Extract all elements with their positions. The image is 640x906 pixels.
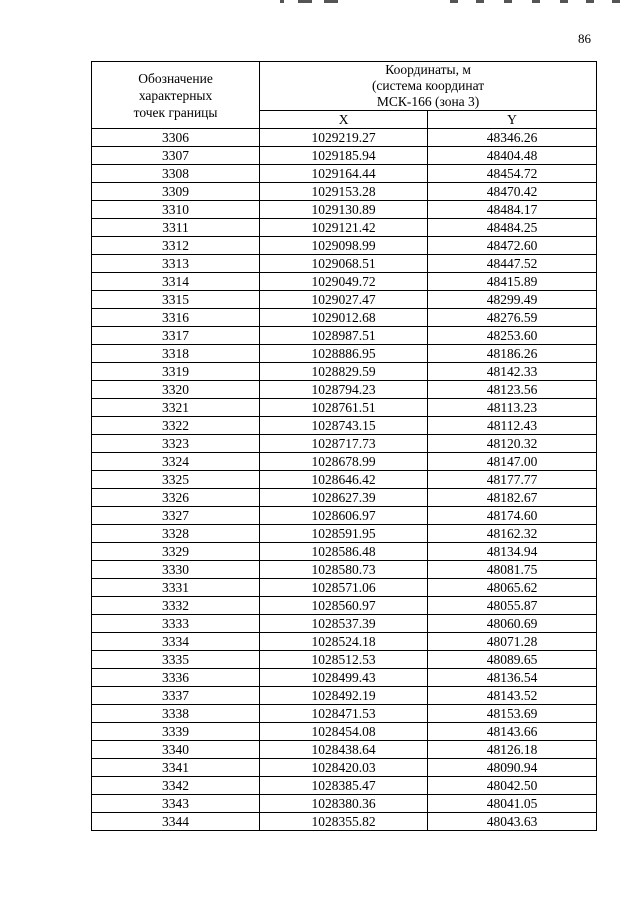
table-body [92, 129, 597, 831]
header-coordinates [260, 62, 597, 111]
point-id-cell: 3326 [92, 489, 260, 507]
point-id-cell: 3312 [92, 237, 260, 255]
y-coordinate-cell: 48055.87 [428, 597, 597, 615]
table-row [92, 759, 597, 777]
point-id-cell: 3342 [92, 777, 260, 795]
point-id-cell: 3325 [92, 471, 260, 489]
point-id-cell: 3322 [92, 417, 260, 435]
point-id-cell: 3320 [92, 381, 260, 399]
x-coordinate-cell: 1028571.06 [260, 579, 428, 597]
x-coordinate-cell: 1029121.42 [260, 219, 428, 237]
header-coordinates-line: (система координат [371, 78, 485, 93]
point-id-cell: 3321 [92, 399, 260, 417]
x-coordinate-cell: 1028761.51 [260, 399, 428, 417]
coordinates-table [91, 61, 597, 831]
x-coordinate-cell: 1028385.47 [260, 777, 428, 795]
x-coordinate-cell: 1028537.39 [260, 615, 428, 633]
point-id-cell: 3330 [92, 561, 260, 579]
x-coordinate-cell: 1028499.43 [260, 669, 428, 687]
x-coordinate-cell: 1028512.53 [260, 651, 428, 669]
y-coordinate-cell: 48060.69 [428, 615, 597, 633]
header-point-label [92, 62, 260, 129]
y-coordinate-cell: 48484.17 [428, 201, 597, 219]
table-row [92, 255, 597, 273]
x-coordinate-cell: 1029027.47 [260, 291, 428, 309]
x-coordinate-cell: 1028829.59 [260, 363, 428, 381]
point-id-cell: 3343 [92, 795, 260, 813]
point-id-cell: 3310 [92, 201, 260, 219]
table-row [92, 381, 597, 399]
table-row [92, 237, 597, 255]
header-y: Y [428, 111, 597, 129]
point-id-cell: 3308 [92, 165, 260, 183]
x-coordinate-cell: 1029219.27 [260, 129, 428, 147]
x-coordinate-cell: 1028591.95 [260, 525, 428, 543]
x-coordinate-cell: 1028606.97 [260, 507, 428, 525]
y-coordinate-cell: 48177.77 [428, 471, 597, 489]
point-id-cell: 3311 [92, 219, 260, 237]
table-row [92, 471, 597, 489]
point-id-cell: 3333 [92, 615, 260, 633]
y-coordinate-cell: 48042.50 [428, 777, 597, 795]
y-coordinate-cell: 48142.33 [428, 363, 597, 381]
x-coordinate-cell: 1029185.94 [260, 147, 428, 165]
point-id-cell: 3327 [92, 507, 260, 525]
table-row [92, 633, 597, 651]
y-coordinate-cell: 48041.05 [428, 795, 597, 813]
table-row [92, 147, 597, 165]
y-coordinate-cell: 48043.63 [428, 813, 597, 831]
point-id-cell: 3316 [92, 309, 260, 327]
y-coordinate-cell: 48090.94 [428, 759, 597, 777]
y-coordinate-cell: 48182.67 [428, 489, 597, 507]
point-id-cell: 3332 [92, 597, 260, 615]
x-coordinate-cell: 1028678.99 [260, 453, 428, 471]
y-coordinate-cell: 48126.18 [428, 741, 597, 759]
table-row [92, 219, 597, 237]
x-coordinate-cell: 1028646.42 [260, 471, 428, 489]
table-row [92, 327, 597, 345]
point-id-cell: 3323 [92, 435, 260, 453]
x-coordinate-cell: 1028886.95 [260, 345, 428, 363]
y-coordinate-cell: 48065.62 [428, 579, 597, 597]
table-row [92, 165, 597, 183]
table-row [92, 543, 597, 561]
table-row [92, 615, 597, 633]
y-coordinate-cell: 48276.59 [428, 309, 597, 327]
x-coordinate-cell: 1028627.39 [260, 489, 428, 507]
y-coordinate-cell: 48143.52 [428, 687, 597, 705]
x-coordinate-cell: 1028438.64 [260, 741, 428, 759]
table-header-row [92, 62, 597, 111]
y-coordinate-cell: 48472.60 [428, 237, 597, 255]
page-number: 86 [578, 31, 591, 46]
table-row [92, 777, 597, 795]
x-coordinate-cell: 1029130.89 [260, 201, 428, 219]
y-coordinate-cell: 48447.52 [428, 255, 597, 273]
table-row [92, 417, 597, 435]
point-id-cell: 3313 [92, 255, 260, 273]
point-id-cell: 3328 [92, 525, 260, 543]
table-row [92, 309, 597, 327]
point-id-cell: 3309 [92, 183, 260, 201]
y-coordinate-cell: 48470.42 [428, 183, 597, 201]
y-coordinate-cell: 48120.32 [428, 435, 597, 453]
y-coordinate-cell: 48089.65 [428, 651, 597, 669]
point-id-cell: 3306 [92, 129, 260, 147]
table-row [92, 795, 597, 813]
table-row [92, 561, 597, 579]
table-row [92, 525, 597, 543]
y-coordinate-cell: 48174.60 [428, 507, 597, 525]
table-row [92, 453, 597, 471]
table-row [92, 723, 597, 741]
y-coordinate-cell: 48113.23 [428, 399, 597, 417]
table-row [92, 489, 597, 507]
table-row [92, 345, 597, 363]
point-id-cell: 3331 [92, 579, 260, 597]
header-point-label-line: характерных [138, 87, 213, 103]
y-coordinate-cell: 48186.26 [428, 345, 597, 363]
table-row [92, 705, 597, 723]
table-row [92, 183, 597, 201]
x-coordinate-cell: 1028524.18 [260, 633, 428, 651]
table-row [92, 669, 597, 687]
point-id-cell: 3335 [92, 651, 260, 669]
y-coordinate-cell: 48081.75 [428, 561, 597, 579]
x-coordinate-cell: 1028420.03 [260, 759, 428, 777]
x-coordinate-cell: 1028743.15 [260, 417, 428, 435]
point-id-cell: 3324 [92, 453, 260, 471]
point-id-cell: 3336 [92, 669, 260, 687]
table-row [92, 651, 597, 669]
table-row [92, 363, 597, 381]
y-coordinate-cell: 48123.56 [428, 381, 597, 399]
y-coordinate-cell: 48136.54 [428, 669, 597, 687]
point-id-cell: 3339 [92, 723, 260, 741]
y-coordinate-cell: 48404.48 [428, 147, 597, 165]
point-id-cell: 3344 [92, 813, 260, 831]
point-id-cell: 3318 [92, 345, 260, 363]
y-coordinate-cell: 48415.89 [428, 273, 597, 291]
table-row [92, 201, 597, 219]
y-coordinate-cell: 48153.69 [428, 705, 597, 723]
y-coordinate-cell: 48134.94 [428, 543, 597, 561]
y-coordinate-cell: 48162.32 [428, 525, 597, 543]
x-coordinate-cell: 1029098.99 [260, 237, 428, 255]
x-coordinate-cell: 1029153.28 [260, 183, 428, 201]
table-row [92, 579, 597, 597]
x-coordinate-cell: 1028380.36 [260, 795, 428, 813]
x-coordinate-cell: 1028580.73 [260, 561, 428, 579]
x-coordinate-cell: 1029068.51 [260, 255, 428, 273]
point-id-cell: 3314 [92, 273, 260, 291]
table-row [92, 435, 597, 453]
y-coordinate-cell: 48346.26 [428, 129, 597, 147]
point-id-cell: 3329 [92, 543, 260, 561]
point-id-cell: 3317 [92, 327, 260, 345]
x-coordinate-cell: 1028717.73 [260, 435, 428, 453]
table-row [92, 741, 597, 759]
point-id-cell: 3315 [92, 291, 260, 309]
y-coordinate-cell: 48454.72 [428, 165, 597, 183]
y-coordinate-cell: 48253.60 [428, 327, 597, 345]
scan-top-marks [280, 0, 640, 6]
x-coordinate-cell: 1028586.48 [260, 543, 428, 561]
table-row [92, 813, 597, 831]
header-coordinates-line: Координаты, м [385, 62, 471, 77]
y-coordinate-cell: 48071.28 [428, 633, 597, 651]
x-coordinate-cell: 1028987.51 [260, 327, 428, 345]
x-coordinate-cell: 1028794.23 [260, 381, 428, 399]
point-id-cell: 3340 [92, 741, 260, 759]
point-id-cell: 3307 [92, 147, 260, 165]
point-id-cell: 3337 [92, 687, 260, 705]
table-row [92, 687, 597, 705]
x-coordinate-cell: 1029049.72 [260, 273, 428, 291]
y-coordinate-cell: 48484.25 [428, 219, 597, 237]
point-id-cell: 3341 [92, 759, 260, 777]
header-point-label-line: Обозначение [138, 70, 213, 86]
table-row [92, 597, 597, 615]
table-row [92, 273, 597, 291]
y-coordinate-cell: 48147.00 [428, 453, 597, 471]
point-id-cell: 3334 [92, 633, 260, 651]
table-row [92, 399, 597, 417]
table-row [92, 129, 597, 147]
x-coordinate-cell: 1029164.44 [260, 165, 428, 183]
header-point-label-line: точек границы [133, 104, 218, 120]
point-id-cell: 3338 [92, 705, 260, 723]
x-coordinate-cell: 1028560.97 [260, 597, 428, 615]
header-x: X [260, 111, 428, 129]
x-coordinate-cell: 1028471.53 [260, 705, 428, 723]
x-coordinate-cell: 1028492.19 [260, 687, 428, 705]
table-row [92, 291, 597, 309]
x-coordinate-cell: 1028454.08 [260, 723, 428, 741]
point-id-cell: 3319 [92, 363, 260, 381]
x-coordinate-cell: 1028355.82 [260, 813, 428, 831]
table-row [92, 507, 597, 525]
header-coordinates-line: МСК-166 (зона 3) [376, 94, 480, 109]
x-coordinate-cell: 1029012.68 [260, 309, 428, 327]
y-coordinate-cell: 48299.49 [428, 291, 597, 309]
y-coordinate-cell: 48143.66 [428, 723, 597, 741]
y-coordinate-cell: 48112.43 [428, 417, 597, 435]
